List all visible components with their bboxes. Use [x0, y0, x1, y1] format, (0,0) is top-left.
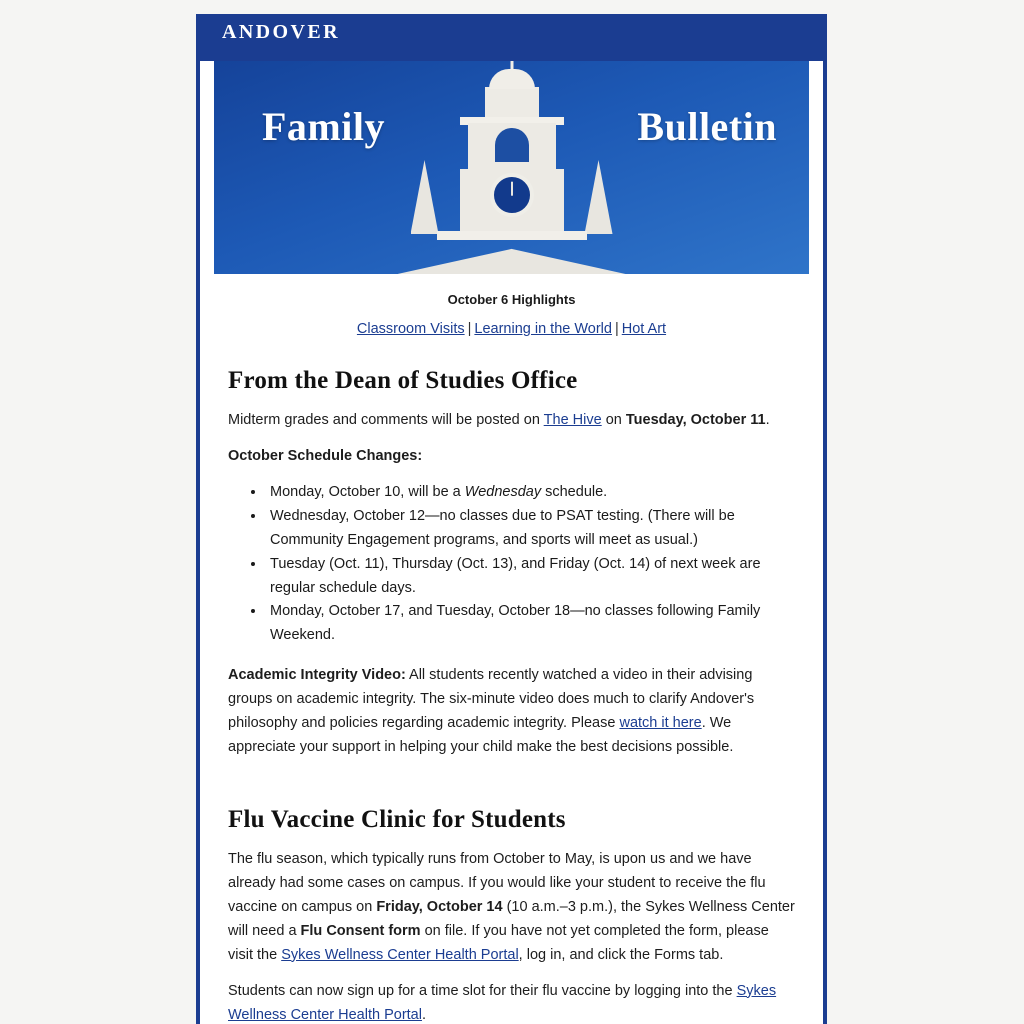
- link-separator-1: |: [467, 321, 472, 337]
- list-item: [266, 481, 795, 505]
- flu-consent-form-bold: Flu Consent form: [300, 922, 421, 939]
- list-item: [266, 505, 795, 553]
- article-content: [200, 367, 823, 1024]
- bullet-4-text: Monday, October 17, and Tuesday, October 18—no classes following Family Weekend.: [270, 603, 761, 644]
- clock-icon: [490, 173, 534, 217]
- hero-banner: [214, 61, 809, 274]
- bullet-1-emphasis: Wednesday: [464, 483, 542, 500]
- flu-text-2: (10 a.m.–3 p.m.), the Sykes Wellness Center will need a: [228, 898, 795, 939]
- flu-text-4: , log in, and click the Forms tab.: [518, 946, 724, 963]
- hero-title-left: Family: [262, 104, 385, 149]
- section-heading-dean-of-studies: From the Dean of Studies Office: [228, 367, 578, 394]
- list-item: [266, 600, 795, 648]
- flu-text-1: The flu season, which typically runs from October to May, is upon us and we have already had some cases on campus. If you would like your student to receive the flu vaccine on campus on: [228, 850, 766, 915]
- andover-logo: ANDOVER: [222, 20, 340, 43]
- section-spacer: [228, 772, 795, 806]
- bullet-1-text-end: schedule.: [541, 483, 608, 500]
- quick-link-classroom-visits[interactable]: Classroom Visits: [356, 321, 465, 337]
- health-portal-link-2[interactable]: Sykes Wellness Center Health Portal: [228, 982, 777, 1023]
- academic-integrity-text-2: . We appreciate your support in helping your child make the best decisions possible.: [228, 715, 734, 756]
- hero-title-right: Bulletin: [637, 104, 777, 149]
- flu-text-3: on file. If you have not yet completed the form, please visit the: [228, 922, 769, 963]
- list-item: [266, 553, 795, 601]
- quick-links-row: [200, 321, 823, 337]
- signup-text-1: Students can now sign up for a time slot for their flu vaccine by logging into the: [228, 982, 737, 999]
- bullet-3-text: Tuesday (Oct. 11), Thursday (Oct. 13), and Friday (Oct. 14) of next week are regular schedule days.: [270, 555, 761, 596]
- the-hive-link[interactable]: The Hive: [543, 412, 602, 428]
- midterm-grades-paragraph: [228, 409, 795, 433]
- email-frame: [196, 14, 827, 1024]
- schedule-changes-list: [228, 481, 795, 648]
- schedule-changes-subhead: [228, 445, 795, 469]
- brand-header: [196, 14, 827, 50]
- email-body: [200, 61, 823, 1024]
- bullet-1-text: Monday, October 10, will be a: [270, 483, 465, 500]
- academic-integrity-text-1: All students recently watched a video in their advising groups on academic integrity. The six-minute video does much to clarify Andover's philosophy and policies regarding academic integrity. Please: [228, 667, 755, 732]
- issue-date-label: October 6 Highlights: [447, 292, 576, 307]
- health-portal-link-1[interactable]: Sykes Wellness Center Health Portal: [281, 946, 519, 963]
- academic-integrity-paragraph: [228, 664, 795, 760]
- watch-video-link[interactable]: watch it here: [619, 715, 702, 732]
- signup-text-2: .: [421, 1006, 426, 1023]
- quick-link-learning-in-the-world[interactable]: Learning in the World: [474, 321, 612, 337]
- link-separator-2: |: [614, 321, 619, 337]
- midterm-text-2: on: [601, 412, 626, 428]
- flu-date-bold: Friday, October 14: [376, 898, 503, 915]
- quick-link-hot-art[interactable]: Hot Art: [621, 321, 667, 337]
- midterm-text-3: .: [765, 412, 770, 428]
- flu-signup-paragraph: [228, 980, 795, 1024]
- schedule-changes-label: October Schedule Changes:: [228, 447, 423, 464]
- midterm-date-bold: Tuesday, October 11: [625, 412, 766, 428]
- section-heading-flu-clinic: Flu Vaccine Clinic for Students: [228, 805, 566, 833]
- bullet-2-text: Wednesday, October 12—no classes due to PSAT testing. (There will be Community Engagement programs, and sports will meet as usual.): [270, 507, 735, 548]
- flu-clinic-paragraph: [228, 848, 795, 968]
- bell-tower-illustration: [397, 61, 627, 274]
- academic-integrity-label: Academic Integrity Video:: [228, 667, 406, 684]
- midterm-text-1: Midterm grades and comments will be posted on: [228, 412, 544, 428]
